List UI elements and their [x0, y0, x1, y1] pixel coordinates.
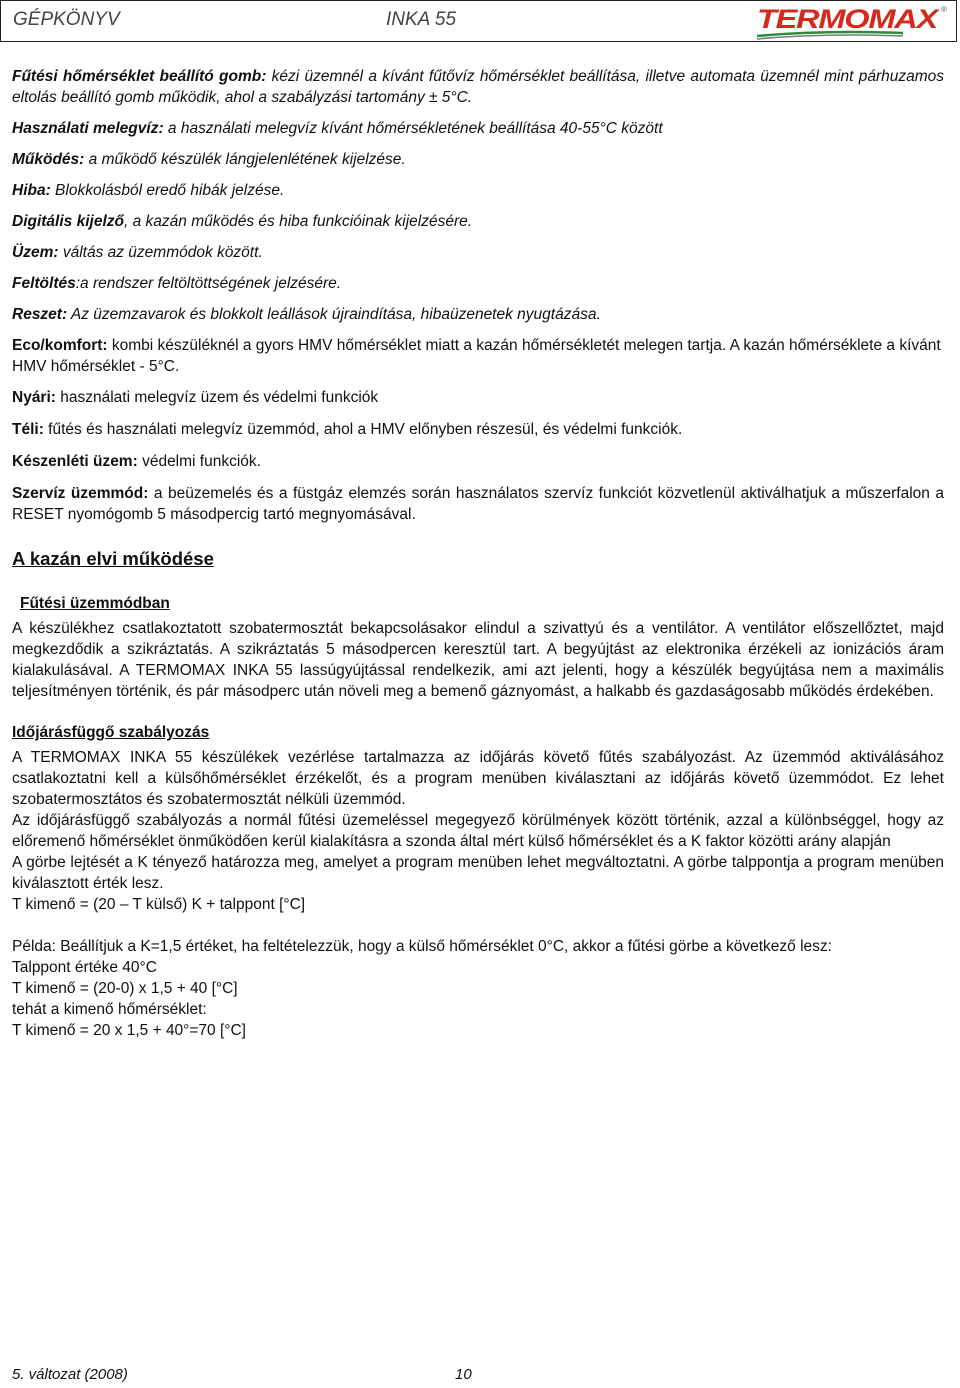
- term-label: Digitális kijelző: [12, 213, 124, 230]
- term-text: a beüzemelés és a füstgáz elemzés során használatos szervíz funkciót közvetlenül aktiválhatjuk a műszerfalon a RESET nyomógomb 5 másodpercig tartó megnyomásával.: [12, 485, 944, 523]
- term-label: Téli:: [12, 421, 44, 438]
- header-model: INKA 55: [386, 9, 457, 30]
- logo-text: TERMOMAX: [757, 4, 941, 34]
- paragraph-operation: [12, 149, 944, 170]
- term-text: használati melegvíz üzem és védelmi funkciók: [55, 389, 379, 406]
- term-label: Üzem:: [12, 244, 59, 261]
- section-title: A kazán elvi működése: [12, 548, 214, 569]
- term-label: Hiba:: [12, 182, 51, 199]
- example-intro: Példa: Beállítjuk a K=1,5 értéket, ha feltételezzük, hogy a külső hőmérséklet 0°C, akkor a fűtési görbe a következő lesz:: [12, 938, 832, 955]
- paragraph-filling: [12, 273, 944, 294]
- example-base-point: Talppont értéke 40°C: [12, 959, 157, 976]
- term-text: kézi üzemnél a kívánt fűtővíz hőmérséklet beállítása, illetve automata üzemnél mint párhuzamos eltolás beállító gomb működik, ahol a szabályzási tartomány ± 5°C.: [12, 68, 944, 106]
- term-text: Az üzemzavarok és blokkolt leállások újraindítása, hibaüzenetek nyugtázása.: [67, 306, 601, 323]
- term-label: Feltöltés: [12, 275, 76, 292]
- term-text: fűtés és használati melegvíz üzemmód, ahol a HMV előnyben részesül, és védelmi funkciók.: [43, 421, 683, 438]
- term-text: váltás az üzemmódok között.: [58, 244, 263, 261]
- footer-page-number: 10: [455, 1366, 472, 1383]
- term-label: Szervíz üzemmód:: [12, 485, 149, 502]
- footer-version: 5. változat (2008): [12, 1366, 128, 1383]
- example-formula: T kimenő = (20-0) x 1,5 + 40 [°C]: [12, 980, 238, 997]
- paragraph-heating-mode: A készülékhez csatlakoztatott szobatermosztát bekapcsolásakor elindul a szivattyú és a ventilátor. A ventilátor előszellőztet, majd megkezdődik a szikráztatás. A szikráztatás 5 másodpercen keresztül tart. A begyújtást az elektronika érzékeli az ionizációs áram kialakulásával. A TERMOMAX INKA 55 lassúgyújtással rendelkezik, ami azt jelenti, hogy a készülék begyújtása nem a maximális teljesítményen történik, és pár másodperc után növeli meg a bemenő gáznyomást, a halkabb és gazdaságosabb működés érdekében.: [12, 620, 944, 700]
- termomax-logo: [753, 3, 955, 41]
- paragraph-digital-display: [12, 211, 944, 232]
- subsection-weather-compensation-title: Időjárásfüggő szabályozás: [12, 724, 210, 741]
- paragraph-weather-1: A TERMOMAX INKA 55 készülékek vezérlése tartalmazza az időjárás követő fűtés szabályozást. Az üzemmód aktiválásához csatlakoztatni kell a külsőhőmérséklet érzékelőt, és a program menüben kiválasztani az időjárás követő üzemmódot. Ez lehet szobatermosztátos és szobatermosztát nélküli üzemmód.: [12, 749, 944, 808]
- paragraph-weather-3: A görbe lejtését a K tényező határozza meg, amelyet a program menüben lehet megváltoztatni. A görbe talppontja a program menüben kiválasztott érték lesz.: [12, 854, 944, 892]
- header-document-type: GÉPKÖNYV: [13, 9, 120, 30]
- term-text: a működő készülék lángjelenlétének kijelzése.: [84, 151, 406, 168]
- term-text: a használati melegvíz kívánt hőmérsékletének beállítása 40-55°C között: [163, 120, 663, 137]
- paragraph-reset: [12, 304, 944, 325]
- formula-outflow-temp: T kimenő = (20 – T külső) K + talppont [°C]: [12, 896, 306, 913]
- term-text: védelmi funkciók.: [137, 453, 261, 470]
- term-label: Nyári:: [12, 389, 56, 406]
- page-content: [12, 66, 944, 1041]
- paragraph-standby: [12, 451, 944, 472]
- term-label: Működés:: [12, 151, 85, 168]
- page-header: [0, 0, 957, 42]
- paragraph-dhw: [12, 118, 944, 139]
- term-text: Blokkolásból eredő hibák jelzése.: [50, 182, 285, 199]
- paragraph-eco-comfort: [12, 335, 944, 377]
- paragraph-heating-temp-knob: [12, 66, 944, 108]
- term-label: Eco/komfort:: [12, 337, 108, 354]
- subsection-heating-mode-title: Fűtési üzemmódban: [20, 595, 170, 612]
- paragraph-error: [12, 180, 944, 201]
- term-label: Fűtési hőmérséklet beállító gomb:: [12, 68, 267, 85]
- term-text: , a kazán működés és hiba funkcióinak kijelzésére.: [123, 213, 473, 230]
- term-text: kombi készüléknél a gyors HMV hőmérséklet miatt a kazán hőmérsékletét melegen tartja. A kazán hőmérséklete a kívánt HMV hőmérséklet - 5°C.: [12, 337, 941, 375]
- term-text: :a rendszer feltöltöttségének jelzésére.: [75, 275, 342, 292]
- paragraph-summer: [12, 387, 944, 408]
- term-label: Reszet:: [12, 306, 68, 323]
- paragraph-winter: [12, 419, 944, 440]
- example-result-label: tehát a kimenő hőmérséklet:: [12, 1001, 207, 1018]
- paragraph-service-mode: [12, 483, 944, 525]
- term-label: Használati melegvíz:: [12, 120, 164, 137]
- example-result: T kimenő = 20 x 1,5 + 40°=70 [°C]: [12, 1022, 246, 1039]
- paragraph-weather-2: Az időjárásfüggő szabályozás a normál fűtési üzemeléssel megegyező körülmények között történik, azzal a különbséggel, hogy az előremenő hőmérséklet önműködően kerül kialakításra a szonda által mért külső hőmérséklet és a K faktor közötti arány alapján: [12, 812, 944, 850]
- term-label: Készenléti üzem:: [12, 453, 138, 470]
- paragraph-mode: [12, 242, 944, 263]
- logo-registered-mark: ®: [941, 5, 947, 14]
